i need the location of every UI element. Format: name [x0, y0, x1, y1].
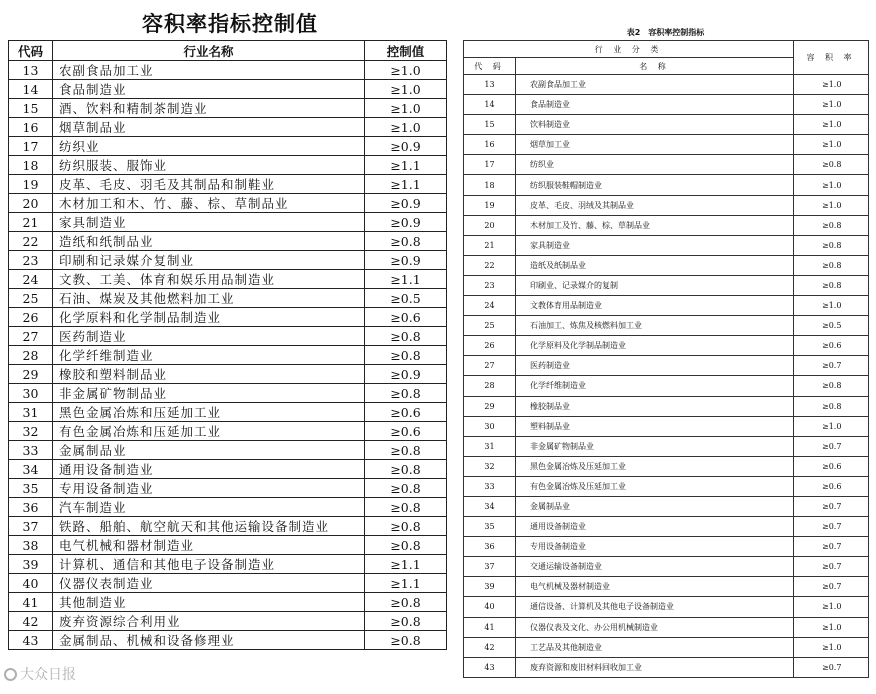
table-row [464, 195, 869, 215]
industry-name-cell: 金属制品、机械和设备修理业 [53, 631, 365, 650]
table-row [9, 194, 447, 213]
industry-name-cell: 金属制品业 [516, 496, 794, 516]
industry-name-cell: 木材加工和木、竹、藤、棕、草制品业 [53, 194, 365, 213]
table-row [464, 155, 869, 175]
control-value-cell: ≥0.6 [365, 422, 447, 441]
industry-name-cell: 电气机械及器材制造业 [516, 577, 794, 597]
control-value-cell: ≥1.1 [365, 175, 447, 194]
table-row [9, 365, 447, 384]
control-value-cell: ≥0.8 [794, 155, 869, 175]
control-value-cell: ≥0.8 [365, 593, 447, 612]
control-value-cell: ≥0.6 [794, 476, 869, 496]
table-row [464, 215, 869, 235]
control-value-cell: ≥0.6 [794, 336, 869, 356]
table-row [9, 536, 447, 555]
table-row [9, 555, 447, 574]
industry-code-cell: 43 [9, 631, 53, 650]
industry-code-cell: 29 [9, 365, 53, 384]
industry-code-cell: 32 [9, 422, 53, 441]
control-value-cell: ≥1.0 [794, 416, 869, 436]
control-value-cell: ≥0.8 [365, 498, 447, 517]
industry-name-cell: 有色金属冶炼及压延加工业 [516, 476, 794, 496]
table-row [464, 135, 869, 155]
table-row [464, 356, 869, 376]
industry-code-cell: 33 [9, 441, 53, 460]
control-value-cell: ≥1.0 [794, 75, 869, 95]
table-row [464, 275, 869, 295]
industry-name-cell: 纺织服装鞋帽制造业 [516, 175, 794, 195]
table-row [9, 251, 447, 270]
industry-code-cell: 21 [9, 213, 53, 232]
industry-code-cell: 31 [9, 403, 53, 422]
industry-code-cell: 32 [464, 456, 516, 476]
industry-name-cell: 文教体育用品制造业 [516, 296, 794, 316]
control-value-cell: ≥1.0 [794, 115, 869, 135]
industry-code-cell: 33 [464, 476, 516, 496]
table-row [464, 376, 869, 396]
industry-name-cell: 仪器仪表及文化、办公用机械制造业 [516, 617, 794, 637]
industry-code-cell: 21 [464, 235, 516, 255]
industry-name-cell: 有色金属冶炼和压延加工业 [53, 422, 365, 441]
industry-name-cell: 医药制造业 [53, 327, 365, 346]
table-row [464, 316, 869, 336]
industry-name-cell: 农副食品加工业 [516, 75, 794, 95]
table-row [9, 156, 447, 175]
industry-name-cell: 废弃资源综合利用业 [53, 612, 365, 631]
industry-name-cell: 家具制造业 [516, 235, 794, 255]
table-row [464, 436, 869, 456]
control-value-cell: ≥0.8 [794, 255, 869, 275]
industry-name-cell: 通信设备、计算机及其他电子设备制造业 [516, 597, 794, 617]
control-value-cell: ≥0.8 [365, 327, 447, 346]
table-row [9, 574, 447, 593]
control-value-cell: ≥0.7 [794, 356, 869, 376]
industry-code-cell: 41 [9, 593, 53, 612]
industry-code-cell: 42 [464, 637, 516, 657]
watermark-text: 大众日报 [20, 667, 76, 683]
industry-name-cell: 烟草制品业 [53, 118, 365, 137]
industry-code-cell: 39 [9, 555, 53, 574]
right-table-title: 表2 容积率控制指标 [626, 28, 705, 37]
table-row [9, 118, 447, 137]
industry-code-cell: 15 [9, 99, 53, 118]
control-value-cell: ≥1.0 [794, 296, 869, 316]
industry-code-cell: 27 [9, 327, 53, 346]
left-table-body [9, 61, 447, 650]
industry-name-cell: 造纸及纸制品业 [516, 255, 794, 275]
industry-name-cell: 化学原料和化学制品制造业 [53, 308, 365, 327]
control-value-cell: ≥1.0 [794, 597, 869, 617]
control-value-cell: ≥0.7 [794, 577, 869, 597]
control-value-cell: ≥0.9 [365, 213, 447, 232]
control-value-cell: ≥1.0 [794, 195, 869, 215]
control-value-cell: ≥1.1 [365, 574, 447, 593]
industry-code-cell: 13 [464, 75, 516, 95]
industry-name-cell: 金属制品业 [53, 441, 365, 460]
table-row [9, 213, 447, 232]
control-value-cell: ≥1.1 [365, 156, 447, 175]
table-row [9, 308, 447, 327]
industry-code-cell: 29 [464, 396, 516, 416]
table-row [9, 61, 447, 80]
control-value-cell: ≥0.8 [365, 536, 447, 555]
industry-name-cell: 石油、煤炭及其他燃料加工业 [53, 289, 365, 308]
industry-code-cell: 17 [9, 137, 53, 156]
table-row [9, 384, 447, 403]
industry-name-cell: 塑料制品业 [516, 416, 794, 436]
industry-code-cell: 25 [9, 289, 53, 308]
industry-code-cell: 28 [9, 346, 53, 365]
table-row [9, 612, 447, 631]
industry-code-cell: 31 [464, 436, 516, 456]
industry-code-cell: 42 [9, 612, 53, 631]
industry-code-cell: 16 [464, 135, 516, 155]
industry-name-cell: 医药制造业 [516, 356, 794, 376]
control-value-cell: ≥1.1 [365, 555, 447, 574]
header-code: 代 码 [464, 58, 516, 75]
table-row [464, 95, 869, 115]
industry-code-cell: 35 [464, 517, 516, 537]
industry-code-cell: 30 [464, 416, 516, 436]
industry-code-cell: 41 [464, 617, 516, 637]
control-value-cell: ≥0.7 [794, 436, 869, 456]
table-row [9, 422, 447, 441]
industry-code-cell: 22 [9, 232, 53, 251]
table-row [464, 637, 869, 657]
industry-name-cell: 木材加工及竹、藤、棕、草制品业 [516, 215, 794, 235]
table-row [9, 80, 447, 99]
industry-code-cell: 18 [9, 156, 53, 175]
table-row [9, 99, 447, 118]
industry-code-cell: 14 [9, 80, 53, 99]
control-value-cell: ≥0.8 [794, 376, 869, 396]
header-control-value: 控制值 [365, 41, 447, 61]
control-value-cell: ≥0.8 [794, 235, 869, 255]
table-row [464, 336, 869, 356]
industry-name-cell: 印刷业、记录媒介的复制 [516, 275, 794, 295]
table-row [464, 115, 869, 135]
industry-name-cell: 专用设备制造业 [53, 479, 365, 498]
industry-name-cell: 计算机、通信和其他电子设备制造业 [53, 555, 365, 574]
table-row [9, 137, 447, 156]
industry-name-cell: 皮革、毛皮、羽绒及其制品业 [516, 195, 794, 215]
header-industry-category: 行 业 分 类 [464, 41, 794, 58]
industry-code-cell: 30 [9, 384, 53, 403]
control-value-cell: ≥0.8 [365, 517, 447, 536]
table-row [464, 496, 869, 516]
control-value-cell: ≥0.8 [365, 479, 447, 498]
control-value-cell: ≥0.7 [794, 657, 869, 677]
table-row [464, 416, 869, 436]
industry-code-cell: 37 [9, 517, 53, 536]
control-value-cell: ≥1.0 [794, 175, 869, 195]
industry-name-cell: 工艺品及其他制造业 [516, 637, 794, 657]
industry-code-cell: 19 [464, 195, 516, 215]
control-value-cell: ≥0.8 [365, 384, 447, 403]
industry-code-cell: 40 [9, 574, 53, 593]
control-value-cell: ≥1.0 [794, 135, 869, 155]
industry-code-cell: 38 [9, 536, 53, 555]
industry-name-cell: 电气机械和器材制造业 [53, 536, 365, 555]
table-row [464, 597, 869, 617]
control-value-cell: ≥1.0 [365, 118, 447, 137]
industry-name-cell: 印刷和记录媒介复制业 [53, 251, 365, 270]
control-value-cell: ≥0.5 [365, 289, 447, 308]
industry-name-cell: 通用设备制造业 [516, 517, 794, 537]
control-value-cell: ≥1.0 [365, 80, 447, 99]
industry-name-cell: 汽车制造业 [53, 498, 365, 517]
industry-code-cell: 40 [464, 597, 516, 617]
industry-name-cell: 铁路、船舶、航空航天和其他运输设备制造业 [53, 517, 365, 536]
industry-name-cell: 仪器仪表制造业 [53, 574, 365, 593]
industry-name-cell: 化学原料及化学制品制造业 [516, 336, 794, 356]
industry-code-cell: 37 [464, 557, 516, 577]
control-value-cell: ≥0.8 [365, 346, 447, 365]
industry-name-cell: 化学纤维制造业 [53, 346, 365, 365]
control-value-cell: ≥0.8 [365, 612, 447, 631]
industry-code-cell: 16 [9, 118, 53, 137]
control-value-cell: ≥0.7 [794, 517, 869, 537]
control-value-cell: ≥0.5 [794, 316, 869, 336]
industry-name-cell: 橡胶和塑料制品业 [53, 365, 365, 384]
industry-code-cell: 14 [464, 95, 516, 115]
industry-code-cell: 15 [464, 115, 516, 135]
control-value-cell: ≥0.9 [365, 365, 447, 384]
industry-name-cell: 非金属矿物制品业 [516, 436, 794, 456]
control-value-cell: ≥0.6 [365, 308, 447, 327]
industry-code-cell: 23 [464, 275, 516, 295]
table-row [9, 403, 447, 422]
industry-name-cell: 通用设备制造业 [53, 460, 365, 479]
left-industry-table [8, 40, 447, 650]
control-value-cell: ≥0.9 [365, 194, 447, 213]
industry-name-cell: 黑色金属冶炼及压延加工业 [516, 456, 794, 476]
industry-name-cell: 黑色金属冶炼和压延加工业 [53, 403, 365, 422]
table-row [464, 396, 869, 416]
industry-name-cell: 其他制造业 [53, 593, 365, 612]
industry-code-cell: 26 [9, 308, 53, 327]
header-floor-area-ratio: 容 积 率 [794, 41, 869, 75]
industry-name-cell: 造纸和纸制品业 [53, 232, 365, 251]
industry-name-cell: 食品制造业 [53, 80, 365, 99]
industry-name-cell: 非金属矿物制品业 [53, 384, 365, 403]
table-row [9, 289, 447, 308]
industry-name-cell: 纺织业 [53, 137, 365, 156]
table-row [464, 617, 869, 637]
control-value-cell: ≥1.0 [365, 99, 447, 118]
control-value-cell: ≥0.8 [794, 396, 869, 416]
table-row [464, 476, 869, 496]
table-row [9, 175, 447, 194]
industry-name-cell: 废弃资源和废旧材料回收加工业 [516, 657, 794, 677]
industry-name-cell: 石油加工、炼焦及核燃料加工业 [516, 316, 794, 336]
industry-code-cell: 24 [464, 296, 516, 316]
table-row [464, 557, 869, 577]
industry-name-cell: 化学纤维制造业 [516, 376, 794, 396]
control-value-cell: ≥0.8 [365, 631, 447, 650]
table-row [464, 577, 869, 597]
header-name: 名 称 [516, 58, 794, 75]
control-value-cell: ≥0.8 [365, 460, 447, 479]
industry-name-cell: 家具制造业 [53, 213, 365, 232]
industry-code-cell: 39 [464, 577, 516, 597]
industry-code-cell: 20 [464, 215, 516, 235]
table-row [9, 232, 447, 251]
control-value-cell: ≥1.1 [365, 270, 447, 289]
table-row [9, 270, 447, 289]
header-industry-name: 行业名称 [53, 41, 365, 61]
control-value-cell: ≥1.0 [794, 637, 869, 657]
industry-name-cell: 文教、工美、体育和娱乐用品制造业 [53, 270, 365, 289]
industry-code-cell: 34 [9, 460, 53, 479]
control-value-cell: ≥0.8 [365, 232, 447, 251]
industry-name-cell: 饮料制造业 [516, 115, 794, 135]
table-row [9, 441, 447, 460]
industry-code-cell: 23 [9, 251, 53, 270]
industry-code-cell: 24 [9, 270, 53, 289]
industry-code-cell: 26 [464, 336, 516, 356]
industry-name-cell: 交通运输设备制造业 [516, 557, 794, 577]
control-value-cell: ≥0.7 [794, 537, 869, 557]
industry-code-cell: 17 [464, 155, 516, 175]
industry-code-cell: 35 [9, 479, 53, 498]
control-value-cell: ≥0.9 [365, 137, 447, 156]
industry-code-cell: 19 [9, 175, 53, 194]
industry-name-cell: 酒、饮料和精制茶制造业 [53, 99, 365, 118]
table-row [9, 479, 447, 498]
control-value-cell: ≥0.8 [794, 215, 869, 235]
industry-code-cell: 43 [464, 657, 516, 677]
control-value-cell: ≥1.0 [794, 95, 869, 115]
table-row [464, 235, 869, 255]
control-value-cell: ≥1.0 [794, 617, 869, 637]
control-value-cell: ≥0.7 [794, 496, 869, 516]
control-value-cell: ≥0.6 [365, 403, 447, 422]
table-row [9, 631, 447, 650]
control-value-cell: ≥1.0 [365, 61, 447, 80]
industry-name-cell: 纺织业 [516, 155, 794, 175]
table-row [464, 296, 869, 316]
table-row [9, 346, 447, 365]
left-table-title: 容积率指标控制值 [142, 12, 318, 36]
table-row [9, 498, 447, 517]
table-row [9, 593, 447, 612]
industry-code-cell: 36 [9, 498, 53, 517]
industry-code-cell: 36 [464, 537, 516, 557]
watermark-logo-icon [4, 668, 17, 681]
header-code: 代码 [9, 41, 53, 61]
control-value-cell: ≥0.7 [794, 557, 869, 577]
industry-name-cell: 农副食品加工业 [53, 61, 365, 80]
industry-name-cell: 纺织服装、服饰业 [53, 156, 365, 175]
industry-code-cell: 28 [464, 376, 516, 396]
industry-code-cell: 34 [464, 496, 516, 516]
industry-code-cell: 18 [464, 175, 516, 195]
table-row [9, 327, 447, 346]
table-row [464, 255, 869, 275]
table-row [464, 517, 869, 537]
industry-name-cell: 专用设备制造业 [516, 537, 794, 557]
right-industry-table [463, 40, 869, 678]
industry-name-cell: 食品制造业 [516, 95, 794, 115]
control-value-cell: ≥0.6 [794, 456, 869, 476]
table-row [464, 456, 869, 476]
industry-name-cell: 皮革、毛皮、羽毛及其制品和制鞋业 [53, 175, 365, 194]
control-value-cell: ≥0.9 [365, 251, 447, 270]
table-row [9, 460, 447, 479]
watermark [4, 664, 76, 684]
industry-code-cell: 20 [9, 194, 53, 213]
table-row [464, 175, 869, 195]
industry-code-cell: 13 [9, 61, 53, 80]
industry-name-cell: 橡胶制品业 [516, 396, 794, 416]
industry-name-cell: 烟草加工业 [516, 135, 794, 155]
table-row [464, 657, 869, 677]
industry-code-cell: 27 [464, 356, 516, 376]
table-row [464, 75, 869, 95]
table-row [9, 517, 447, 536]
industry-code-cell: 25 [464, 316, 516, 336]
control-value-cell: ≥0.8 [365, 441, 447, 460]
control-value-cell: ≥0.8 [794, 275, 869, 295]
industry-code-cell: 22 [464, 255, 516, 275]
table-row [464, 537, 869, 557]
right-table-body [464, 75, 869, 678]
